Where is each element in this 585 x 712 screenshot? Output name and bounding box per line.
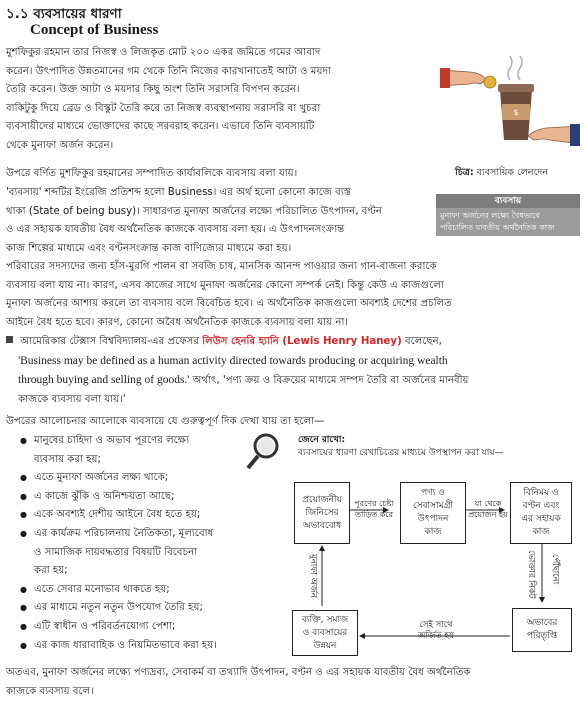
list-item: ও সামাজিক দায়বদ্ধতার বিষয়টি বিবেচনা xyxy=(34,546,198,558)
english-section-title: Concept of Business xyxy=(30,22,159,38)
section-number-title: ১.১ ব্যবসায়ের ধারণা xyxy=(6,6,122,22)
arrow-label-profit: মুনাফা অর্জন xyxy=(308,554,318,598)
box-line: সেবাসামগ্রী xyxy=(412,501,454,511)
list-item: ● এর কার্যক্রম পরিচালনায় নৈতিকতা, মূল্যবোধ xyxy=(20,525,246,544)
arrow-label-line: অর্জিত হয় xyxy=(418,631,454,641)
aspects-list xyxy=(20,432,246,655)
text-line: থেকে মুনাফা অর্জন করেন। xyxy=(6,139,114,151)
list-item: ● এ কাজে ঝুঁকি ও অনিশ্চয়তা আছে; xyxy=(20,488,246,507)
text-line: আইনে বৈধ হতে হবে। কারণ, কোনো অবৈধ অর্থনৈতিক কাজকে ব্যবসায় বলা যায় না। xyxy=(6,316,349,328)
text-line: পরিবারের সদস্যদের জন্য হাঁস-মুরগি পালন বা সবজি চাষ, মানসিক আনন্দ পাওয়ার জন্য গান-বাজনা করাকে xyxy=(6,261,437,272)
diagram-note-title: জেনে রাখো: xyxy=(298,435,346,445)
text-line: ও এর সহায়ক যাবতীয় বৈধ অর্থনৈতিক কাজকে ব্যবসায় বলা হয়। এ উৎপাদনসংক্রান্ত xyxy=(6,224,345,236)
list-item: ● এটি স্বাধীন ও পরিবর্তনযোগ্য পেশা; xyxy=(20,618,246,637)
box-line: কাজ xyxy=(424,527,442,537)
box-line: প্রয়োজনীয় xyxy=(302,494,342,505)
arrow-label-line: সেই সাথে xyxy=(419,620,453,630)
paragraph-intro xyxy=(6,44,430,156)
figure-caption xyxy=(455,166,548,181)
list-item: ● এতে সেবার মনোভাব থাকতে হয়; xyxy=(20,581,246,600)
text-line: 'ব্যবসায়' শব্দটির ইংরেজি প্রতিশব্দ হলো Business। এর অর্থ হলো কোনো কাজে ব্যস্ত xyxy=(6,187,352,198)
arrow-label-consumer: ভোক্তার নিকট xyxy=(526,550,536,599)
text-line: ব্যবসায় বলা যায় না। কারণ, এসব কাজের সাথে মুনাফা অর্জনের কোনো সম্পর্ক নেই। কিন্তু কেউ এ কাজগুলো xyxy=(6,279,444,291)
paragraph-summary: উপরে বর্ণিত মুশফিকুর রহমানের সম্পাদিত কার্যাবলিকে ব্যবসায় বলা যায়। xyxy=(6,168,298,179)
text-line: অতএব, মুনাফা অর্জনের লক্ষ্যে পণ্যদ্রব্য, সেবাকর্ম বা তথ্যাদি উৎপাদন, বণ্টন ও এর সহায়ক যাবতীয় বৈধ অর্থনৈতিক xyxy=(6,667,471,678)
text-line: তৈরি করেন। উক্ত আটা ও ময়দার কিছু অংশ তিনি সরাসরি বিপণন করেন। xyxy=(6,84,300,96)
box-line: জিনিসের xyxy=(305,507,339,518)
box-line: অভাববোধ xyxy=(302,520,342,531)
text-line: কাজকে ব্যবসায় বলা যায়।' xyxy=(18,393,126,405)
text-line: মুনাফা অর্জনের আশায় করলে তা ব্যবসায় বলে বিবেচিত হবে। এ অর্থনৈতিক কাজগুলো অবশ্যই দেশের প্রচলিত xyxy=(6,298,452,310)
list-item: ● একে অবশ্যই দেশীয় আইনে বৈধ হতে হয়; xyxy=(20,506,246,525)
text-line: মুশফিকুর রহমান তার নিজস্ব ও লিজকৃত মোট ২০০ একর জমিতে গমের আবাদ xyxy=(6,47,321,58)
hands-exchange-icon xyxy=(440,40,580,160)
box-line: উন্নয়ন xyxy=(313,640,337,651)
arrow-label-line: প্রয়োজন হয় xyxy=(468,510,508,519)
caption-text: ব্যবসায়িক লেনদেন xyxy=(476,167,549,178)
box-line: ব্যক্তি, সমাজ xyxy=(301,614,349,625)
text-line xyxy=(6,352,578,372)
author-name: লিউস হেনরি হ্যানি (Lewis Henry Haney) xyxy=(202,336,402,347)
quote-lead: আমেরিকার টেক্সাস বিশ্ববিদ্যালয়-এর প্রফেসর xyxy=(20,336,199,347)
square-bullet-icon xyxy=(6,336,13,343)
caption-label: চিত্র: xyxy=(455,167,474,178)
english-quote: 'Business may be defined as a human activity directed towards producing or acquiring wealth xyxy=(18,354,448,367)
box-line: বণ্টন এবং xyxy=(522,501,560,511)
diagram-note-text: ব্যবসায়ের ধারণা রেখাচিত্রের মাধ্যমে উপস্থাপন করা যায়— xyxy=(298,448,504,458)
diagram-box-production xyxy=(400,482,466,544)
text-line xyxy=(6,371,578,391)
diagram-box-development xyxy=(292,610,358,656)
paragraph-examples xyxy=(6,258,578,332)
text-line xyxy=(6,333,578,352)
bangla-translation: অর্থাৎ, 'পণ্য ক্রয় ও বিক্রয়ের মাধ্যমে সম্পদ তৈরি বা অর্জনের মানবীয় xyxy=(192,375,469,387)
arrow-label-drive xyxy=(350,498,398,520)
text-line: কাজ শিল্পের মাধ্যমে এবং বণ্টনসংক্রান্ত কাজ বাণিজ্যের মাধ্যমে করা হয়। xyxy=(6,242,292,254)
box-line: পণ্য ও xyxy=(421,488,445,498)
arrow-label-line: যা থেকে xyxy=(474,499,502,508)
english-quote: through buying and selling of goods.' xyxy=(18,374,190,387)
box-line: বিনিময় ও xyxy=(523,488,559,498)
list-item: ● এতে মুনাফা অর্জনের লক্ষ্য থাকে; xyxy=(20,469,246,488)
text-line: থাকা (State of being busy)। সাধারণত মুনাফা অর্জনের লক্ষ্যে পরিচালিত উৎপাদন, বণ্টন xyxy=(6,205,382,217)
sidenote-line: পরিচালিত যাবতীয় অর্থনৈতিক কাজ xyxy=(440,223,555,232)
box-line: এর সহায়ক xyxy=(521,514,561,524)
diagram-box-satisfaction xyxy=(512,608,572,652)
arrow-label-line: তাড়িত করে xyxy=(354,510,394,519)
arrow-label-reach: পৌঁছানো xyxy=(550,554,560,585)
sidenote-line: মুনাফা অর্জনের লক্ষ্যে বৈধভাবে xyxy=(440,211,540,220)
list-item: ● এর কাজ ধারাবাহিক ও নিয়মিতভাবে করা হয়। xyxy=(20,637,246,656)
arrow-label-also xyxy=(396,620,476,642)
arrow-label-need xyxy=(466,498,510,520)
list-item: ● মানুষের চাহিদা ও অভাব পূরণের লক্ষ্যে xyxy=(20,432,246,451)
box-line: অভাবের xyxy=(526,618,558,628)
diagram-box-distribution xyxy=(510,482,572,544)
definition-sidenote xyxy=(436,194,580,236)
paragraph-definition xyxy=(6,184,430,258)
aspects-intro: উপরের আলোচনার আলোকে ব্যবসায়ে যে গুরুত্বপূর্ণ দিক দেখা যায় তা হলো— xyxy=(6,416,325,427)
box-line: ও ব্যবসায়ের xyxy=(302,627,348,638)
box-line: পরিতৃপ্তি xyxy=(526,631,558,641)
box-line: কাজ xyxy=(532,527,550,537)
haney-quote-block xyxy=(6,333,578,409)
text-line: বাকিটুকু দিয়ে ব্রেড ও বিস্কুট তৈরি করে তা নিজস্ব ব্যবস্থাপনায় সরাসরি বা খুচরা xyxy=(6,102,321,114)
list-item: ব্যবসায় করা হয়; xyxy=(34,453,101,465)
arrow-label-line: পূরণের চেষ্টা xyxy=(354,499,394,508)
svg-text:$: $ xyxy=(513,108,519,117)
sidenote-title: ব্যবসায় xyxy=(436,194,580,208)
paragraph-conclusion xyxy=(6,664,578,701)
diagram-box-needs xyxy=(294,482,350,544)
sidenote-body xyxy=(436,208,580,236)
text-line: ব্যবসায়ীদের মাধ্যমে ভোক্তাদের কাছে সরবরাহ করেন। এভাবে তিনি ব্যবসায়টি xyxy=(6,121,315,133)
quote-said: বলেছেন, xyxy=(404,336,442,347)
business-transaction-figure xyxy=(440,40,580,160)
list-item: করা হয়; xyxy=(34,565,68,577)
text-line: করেন। উৎপাদিত উন্নতমানের গম থেকে তিনি নিজের কারখানাতেই আটা ও ময়দা xyxy=(6,65,331,77)
text-line: কাজকে ব্যবসায় বলে। xyxy=(6,685,94,697)
list-item: ● এর মাধ্যমে নতুন নতুন উপযোগ তৈরি হয়; xyxy=(20,599,246,618)
box-line: উৎপাদন xyxy=(417,514,449,524)
concept-diagram xyxy=(246,430,580,662)
